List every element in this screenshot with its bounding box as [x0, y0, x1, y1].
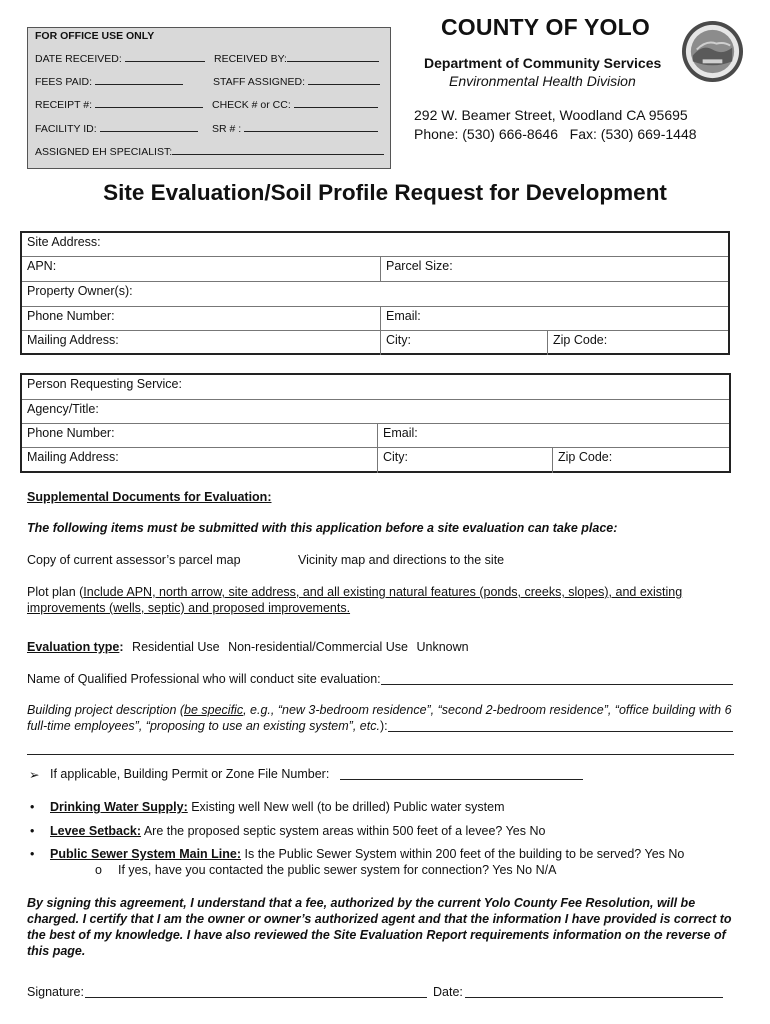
supplemental-heading: Supplemental Documents for Evaluation: [27, 490, 272, 504]
drinking-water-row[interactable]: Drinking Water Supply: Existing well New well (to be drilled) Public water system [50, 800, 505, 814]
fees-paid-field[interactable]: FEES PAID: [35, 75, 183, 88]
office-phone: Phone: (530) 666-8646 Fax: (530) 669-1448 [414, 126, 697, 142]
office-use-box [27, 27, 391, 169]
project-description-input-line-2[interactable] [27, 754, 734, 755]
requester-zip-field[interactable]: Zip Code: [552, 448, 729, 473]
office-use-title: FOR OFFICE USE ONLY [35, 30, 155, 42]
permit-input-line[interactable] [340, 779, 583, 780]
table-row [22, 307, 728, 331]
table-row [22, 257, 728, 282]
signature-input-line[interactable] [85, 997, 427, 998]
apn-field[interactable]: APN: [27, 259, 57, 273]
requester-city-field[interactable]: City: [377, 448, 552, 473]
sub-bullet-icon: o [95, 863, 102, 877]
site-address-field[interactable]: Site Address: [27, 235, 101, 249]
owner-zip-field[interactable]: Zip Code: [547, 331, 728, 355]
agency-title-field[interactable]: Agency/Title: [27, 402, 99, 416]
requester-mailing-address-field[interactable]: Mailing Address: [27, 450, 119, 464]
owner-phone-field[interactable]: Phone Number: [27, 309, 115, 323]
owner-email-field[interactable]: Email: [380, 307, 728, 330]
table-row [22, 448, 729, 473]
date-received-field[interactable]: DATE RECEIVED: [35, 52, 205, 65]
plot-plan-checkbox[interactable]: Plot plan (Include APN, north arrow, site address, and all existing natural features (ponds, creeks, slopes), and existing [27, 585, 683, 599]
table-row [22, 375, 729, 400]
evaluation-type-row: Evaluation type: Residential Use Non-residential/Commercial Use Unknown [27, 640, 469, 654]
table-row [22, 424, 729, 448]
date-input-line[interactable] [465, 997, 723, 998]
requester-info-table [20, 373, 731, 473]
vicinity-map-checkbox[interactable]: Vicinity map and directions to the site [298, 553, 505, 567]
bullet-icon: • [30, 847, 35, 861]
person-requesting-field[interactable]: Person Requesting Service: [27, 377, 182, 391]
property-owner-field[interactable]: Property Owner(s): [27, 284, 133, 298]
county-seal-logo [681, 20, 744, 83]
form-title: Site Evaluation/Soil Profile Request for Development [103, 180, 667, 205]
county-name: COUNTY OF YOLO [441, 14, 650, 40]
table-row [22, 282, 728, 307]
requester-email-field[interactable]: Email: [377, 424, 729, 447]
professional-input-line[interactable] [381, 684, 733, 685]
receipt-field[interactable]: RECEIPT #: [35, 98, 203, 111]
levee-setback-row[interactable]: Levee Setback: Are the proposed septic system areas within 500 feet of a levee? Yes No [50, 824, 546, 838]
division-name: Environmental Health Division [449, 73, 636, 89]
sewer-contact-row[interactable]: If yes, have you contacted the public sewer system for connection? Yes No N/A [118, 863, 557, 877]
permit-label: If applicable, Building Permit or Zone File Number: [50, 767, 330, 781]
site-info-table [20, 231, 730, 355]
project-description-input-line[interactable] [388, 731, 733, 732]
staff-assigned-field[interactable]: STAFF ASSIGNED: [213, 75, 380, 88]
assigned-eh-field[interactable]: ASSIGNED EH SPECIALIST: [35, 145, 384, 158]
office-address: 292 W. Beamer Street, Woodland CA 95695 [414, 107, 688, 123]
supplemental-instruction: The following items must be submitted with this application before a site evaluation can take place: [27, 521, 618, 535]
received-by-field[interactable]: RECEIVED BY: [214, 52, 379, 65]
unknown-checkbox[interactable]: Unknown [416, 640, 469, 654]
project-description-line1: Building project description (be specific, e.g., “new 3-bedroom residence”, “second 2-bedroom residence”, “office building with 6 [27, 703, 732, 717]
facility-id-field[interactable]: FACILITY ID: [35, 122, 198, 135]
table-row [22, 233, 728, 257]
professional-label: Name of Qualified Professional who will conduct site evaluation: [27, 672, 381, 686]
date-label: Date: [433, 985, 463, 999]
bullet-icon: • [30, 824, 35, 838]
parcel-size-field[interactable]: Parcel Size: [380, 257, 728, 281]
owner-mailing-address-field[interactable]: Mailing Address: [27, 333, 119, 347]
plot-plan-line2: improvements (wells, septic) and proposed improvements. [27, 601, 351, 615]
project-description-line2: full-time employees”, “proposing to use an existing system”, etc.): [27, 719, 388, 733]
table-row [22, 331, 728, 355]
public-sewer-row[interactable]: Public Sewer System Main Line: Is the Public Sewer System within 200 feet of the building to be served? Yes No [50, 847, 685, 861]
agreement-text: By signing this agreement, I understand that a fee, authorized by the current Yolo County Fee Resolution, will be charged. I certify that I am the owner or owner’s authorized agent and that the information I have provided is correct to the best of my knowledge. I have also reviewed the Site Evaluation Report requirements information on the reverse of this page. [27, 896, 732, 958]
requester-phone-field[interactable]: Phone Number: [27, 426, 115, 440]
signature-label: Signature: [27, 985, 84, 999]
evaluation-type-label: Evaluation type [27, 640, 120, 654]
check-field[interactable]: CHECK # or CC: [212, 98, 378, 111]
department-name: Department of Community Services [424, 55, 662, 71]
permit-arrow-icon: ➢ [29, 768, 40, 782]
owner-city-field[interactable]: City: [380, 331, 547, 355]
parcel-map-checkbox[interactable]: Copy of current assessor’s parcel map [27, 553, 241, 567]
table-row [22, 400, 729, 424]
nonresidential-checkbox[interactable]: Non-residential/Commercial Use [228, 640, 408, 654]
sr-field[interactable]: SR # : [212, 122, 378, 135]
residential-checkbox[interactable]: Residential Use [132, 640, 220, 654]
bullet-icon: • [30, 800, 35, 814]
